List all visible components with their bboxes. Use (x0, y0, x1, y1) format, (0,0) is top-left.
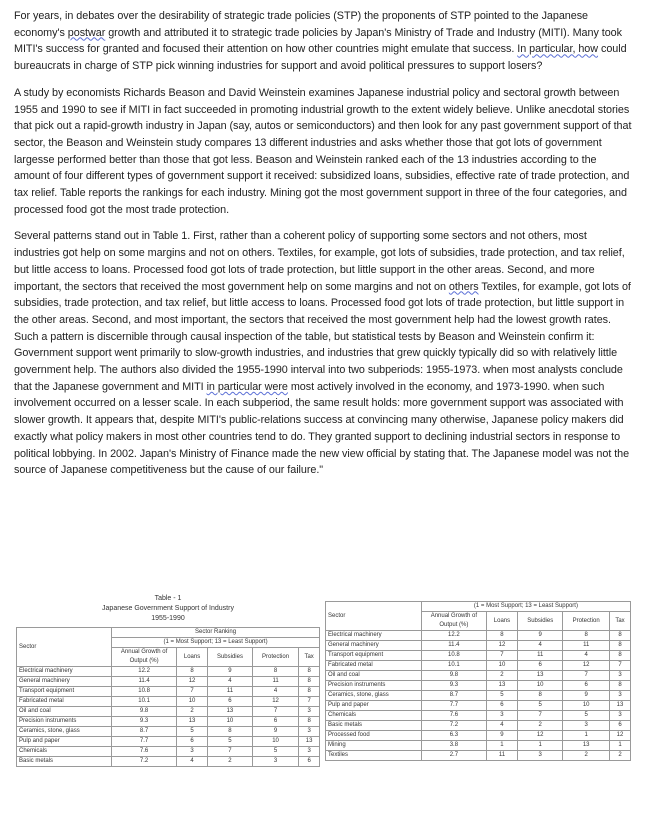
value-cell: 7.2 (112, 757, 177, 767)
t1-ranking-note: (1 = Most Support; 13 = Least Support) (112, 638, 320, 648)
value-cell: 2 (486, 671, 517, 681)
value-cell: 11.4 (112, 677, 177, 687)
value-cell: 12.2 (112, 667, 177, 677)
sector-cell: Precision instruments (326, 681, 422, 691)
value-cell: 13 (563, 741, 610, 751)
value-cell: 1 (518, 741, 563, 751)
value-cell: 8 (299, 667, 320, 677)
paragraph-1 (14, 8, 634, 75)
table-row (326, 681, 631, 691)
value-cell: 6 (299, 757, 320, 767)
p1-text-a: For years, in debates over the desirability of strategic trade policies (STP) the proponents of STP pointed to the Japanese economy's (14, 10, 589, 39)
value-cell: 7.7 (421, 701, 486, 711)
value-cell: 4 (563, 651, 610, 661)
value-cell: 10.8 (421, 651, 486, 661)
value-cell: 1 (486, 741, 517, 751)
value-cell: 4 (486, 721, 517, 731)
value-cell: 3 (486, 711, 517, 721)
table-1-years: 1955-1990 (151, 615, 185, 622)
value-cell: 7.7 (112, 737, 177, 747)
value-cell: 6 (208, 697, 253, 707)
value-cell: 5 (252, 747, 298, 757)
value-cell: 6.3 (421, 731, 486, 741)
value-cell: 3 (252, 757, 298, 767)
value-cell: 3.8 (421, 741, 486, 751)
value-cell: 8 (299, 677, 320, 687)
value-cell: 9.8 (112, 707, 177, 717)
table-1-title: Japanese Government Support of Industry (102, 605, 234, 612)
sector-cell: General machinery (17, 677, 112, 687)
value-cell: 4 (208, 677, 253, 687)
value-cell: 10 (486, 661, 517, 671)
value-cell: 9.3 (421, 681, 486, 691)
value-cell: 10 (252, 737, 298, 747)
table-row (17, 667, 320, 677)
value-cell: 8.7 (421, 691, 486, 701)
value-cell: 7.6 (421, 711, 486, 721)
value-cell: 8 (486, 631, 517, 641)
sector-cell: Basic metals (326, 721, 422, 731)
value-cell: 10.1 (112, 697, 177, 707)
value-cell: 9.3 (112, 717, 177, 727)
value-cell: 9 (518, 631, 563, 641)
table-row (326, 711, 631, 721)
value-cell: 1 (610, 741, 631, 751)
value-cell: 11.4 (421, 641, 486, 651)
table-row (17, 727, 320, 737)
table-row (326, 721, 631, 731)
value-cell: 12 (610, 731, 631, 741)
t2-sector-header: Sector (326, 602, 422, 631)
sector-cell: Processed food (326, 731, 422, 741)
table-row (326, 641, 631, 651)
p1-text-c: could bureaucrats in charge of STP pick winning industries for support and avoid political pressures to support losers? (14, 43, 627, 73)
table-1-caption: Table - 1 (154, 595, 182, 602)
t1-col-growth: Annual Growth of Output (%) (112, 648, 177, 667)
value-cell: 6 (518, 661, 563, 671)
value-cell: 7 (518, 711, 563, 721)
spellcheck-flag-in-particular[interactable]: In particular, how (517, 43, 599, 56)
value-cell: 11 (486, 751, 517, 761)
value-cell: 6 (486, 701, 517, 711)
value-cell: 9 (486, 731, 517, 741)
value-cell: 12.2 (421, 631, 486, 641)
value-cell: 3 (563, 721, 610, 731)
t1-ranking-header: Sector Ranking (112, 628, 320, 638)
value-cell: 12 (177, 677, 208, 687)
value-cell: 4 (177, 757, 208, 767)
value-cell: 12 (563, 661, 610, 671)
table-row (326, 661, 631, 671)
sector-cell: Pulp and paper (17, 737, 112, 747)
table-row (17, 677, 320, 687)
value-cell: 10 (563, 701, 610, 711)
value-cell: 8 (177, 667, 208, 677)
value-cell: 10.8 (112, 687, 177, 697)
t1-col-tax: Tax (299, 648, 320, 667)
value-cell: 11 (252, 677, 298, 687)
value-cell: 7 (177, 687, 208, 697)
value-cell: 6 (177, 737, 208, 747)
p3-text-b: Textiles, for example, got lots of subsidies, trade protection, and tax relief, but little access to loans. Processed food got lots of trade protection, but little support in the other areas. Second, and most important, the sectors that received the most government help had the lowest growth rates. Such a pattern is discernible through causal inspection of the table, but statistical tests by Beason and Weinstein confirm it: Government support went primarily to slow-growth industries, and industries that grew quickly typically did so with relatively little government help. The authors also divided the 1955-1990 interval into two subperiods: 1955-1973. when most analysts conclude that the Japanese government and MITI (14, 280, 631, 393)
table-row (17, 687, 320, 697)
value-cell: 12 (252, 697, 298, 707)
value-cell: 7 (563, 671, 610, 681)
spellcheck-flag-postwar[interactable]: postwar (67, 26, 106, 39)
value-cell: 10 (177, 697, 208, 707)
value-cell: 3 (299, 727, 320, 737)
sector-cell: Fabricated metal (17, 697, 112, 707)
value-cell: 11 (208, 687, 253, 697)
sector-cell: Precision instruments (17, 717, 112, 727)
spellcheck-flag-in-particular-were[interactable]: in particular were (206, 380, 288, 393)
table-row (326, 671, 631, 681)
value-cell: 5 (486, 691, 517, 701)
table-row (326, 741, 631, 751)
t2-col-growth: Annual Growth of Output (%) (421, 612, 486, 631)
t2-ranking-note: (1 = Most Support; 13 = Least Support) (421, 602, 630, 612)
value-cell: 2.7 (421, 751, 486, 761)
table-row (326, 651, 631, 661)
sector-cell: Chemicals (17, 747, 112, 757)
value-cell: 13 (486, 681, 517, 691)
value-cell: 9 (208, 667, 253, 677)
value-cell: 3 (518, 751, 563, 761)
table-row (326, 731, 631, 741)
table-row (17, 717, 320, 727)
value-cell: 3 (177, 747, 208, 757)
value-cell: 3 (610, 711, 631, 721)
t2-col-protection: Protection (563, 612, 610, 631)
sector-cell: Transport equipment (17, 687, 112, 697)
sector-cell: Oil and coal (326, 671, 422, 681)
t2-body (326, 631, 631, 761)
t1-body (17, 667, 320, 767)
value-cell: 2 (563, 751, 610, 761)
sector-cell: Electrical machinery (326, 631, 422, 641)
value-cell: 7.6 (112, 747, 177, 757)
value-cell: 7.2 (421, 721, 486, 731)
value-cell: 13 (208, 707, 253, 717)
sector-cell: Pulp and paper (326, 701, 422, 711)
value-cell: 4 (518, 641, 563, 651)
value-cell: 7 (252, 707, 298, 717)
table-row (17, 737, 320, 747)
t2-col-subsidies: Subsidies (518, 612, 563, 631)
table-row (326, 701, 631, 711)
value-cell: 9 (563, 691, 610, 701)
value-cell: 8 (563, 631, 610, 641)
sector-cell: Transport equipment (326, 651, 422, 661)
value-cell: 8 (610, 681, 631, 691)
value-cell: 5 (208, 737, 253, 747)
value-cell: 2 (177, 707, 208, 717)
value-cell: 12 (486, 641, 517, 651)
value-cell: 12 (518, 731, 563, 741)
sector-cell: Fabricated metal (326, 661, 422, 671)
sector-cell: Ceramics, stone, glass (17, 727, 112, 737)
value-cell: 8 (610, 631, 631, 641)
t1-col-loans: Loans (177, 648, 208, 667)
t2-col-tax: Tax (610, 612, 631, 631)
value-cell: 8.7 (112, 727, 177, 737)
value-cell: 8 (299, 717, 320, 727)
value-cell: 5 (518, 701, 563, 711)
value-cell: 7 (299, 697, 320, 707)
value-cell: 13 (177, 717, 208, 727)
value-cell: 13 (518, 671, 563, 681)
value-cell: 13 (299, 737, 320, 747)
value-cell: 2 (208, 757, 253, 767)
value-cell: 6 (252, 717, 298, 727)
value-cell: 3 (299, 747, 320, 757)
table-2-figure (325, 601, 631, 761)
spellcheck-flag-others[interactable]: others (448, 280, 479, 293)
value-cell: 5 (177, 727, 208, 737)
value-cell: 6 (610, 721, 631, 731)
value-cell: 1 (563, 731, 610, 741)
table-row (17, 707, 320, 717)
value-cell: 9 (252, 727, 298, 737)
sector-cell: General machinery (326, 641, 422, 651)
table-row (17, 757, 320, 767)
paragraph-3 (14, 228, 634, 479)
table-row (326, 631, 631, 641)
value-cell: 8 (610, 651, 631, 661)
value-cell: 10 (518, 681, 563, 691)
p1-text-b: growth and attributed it to strategic trade policies by Japan's Ministry of Trade and Industry (MITI). Many took MITI's success for granted and focused their attention on how other countries might emulate that success. (14, 26, 622, 56)
sector-cell: Chemicals (326, 711, 422, 721)
value-cell: 3 (299, 707, 320, 717)
value-cell: 8 (299, 687, 320, 697)
value-cell: 7 (610, 661, 631, 671)
p3-text-c: most actively involved in the economy, and 1973-1990. when such involvement occurred on a lesser scale. In each subperiod, the same result holds: more government support was associated with slower growth. It appears that, despite MITI's public-relations success at convincing many otherwise, Japanese policy makers did exactly what policy makers in most other countries tend to do. They granted support to declining industrial sectors in response to political lobbying. In 2002. Japan's Ministry of Finance made the new view official by stating that. The Japanese model was not the source of Japanese competitiveness but the cause of our failure." (14, 380, 630, 477)
value-cell: 4 (252, 687, 298, 697)
sector-cell: Electrical machinery (17, 667, 112, 677)
table-1 (16, 627, 320, 767)
value-cell: 3 (610, 691, 631, 701)
value-cell: 8 (252, 667, 298, 677)
value-cell: 7 (486, 651, 517, 661)
value-cell: 8 (518, 691, 563, 701)
t1-col-subsidies: Subsidies (208, 648, 253, 667)
sector-cell: Textiles (326, 751, 422, 761)
value-cell: 11 (563, 641, 610, 651)
table-2 (325, 601, 631, 761)
table-1-figure (16, 594, 320, 767)
paragraph-2: A study by economists Richards Beason and David Weinstein examines Japanese industrial policy and sectoral growth between 1955 and 1990 to see if MITI in fact succeeded in promoting industrial growth to the extent widely believe. Unlike anecdotal stories that pick out a rapid-growth industry in Japan (say, autos or semiconductors) and then look for any past government support of that sector, the Beason and Weinstein study compares 13 different industries and asks whether those that got lots of government largesse performed better than those that got less. Beason and Weinstein ranked each of the 13 industries according to the amount of four different types of government support it received: subsidized loans, subsidies, effective rate of trade protection, and tax relief. Table reports the rankings for each industry. Mining got the most government support in three of the four categories, and processed food got the most trade protection. (14, 86, 632, 216)
value-cell: 13 (610, 701, 631, 711)
p3-text-a: Several patterns stand out in Table 1. First, rather than a coherent policy of supporting some sectors and not others, most industries got help on some margins and not on others. Textiles, for example, got lots of subsidies, trade protection, and tax relief, but little access to loans. Processed food got lots of trade protection, but little support in the other areas. Second, and more important, the sectors that received the most government help on some margins and not on (14, 230, 625, 293)
value-cell: 8 (208, 727, 253, 737)
sector-cell: Mining (326, 741, 422, 751)
value-cell: 7 (208, 747, 253, 757)
article-body (14, 8, 634, 489)
t1-col-protection: Protection (252, 648, 298, 667)
value-cell: 2 (518, 721, 563, 731)
value-cell: 10.1 (421, 661, 486, 671)
table-row (17, 697, 320, 707)
value-cell: 10 (208, 717, 253, 727)
table-row (326, 751, 631, 761)
value-cell: 3 (610, 671, 631, 681)
sector-cell: Oil and coal (17, 707, 112, 717)
table-row (326, 691, 631, 701)
value-cell: 2 (610, 751, 631, 761)
sector-cell: Basic metals (17, 757, 112, 767)
t2-col-loans: Loans (486, 612, 517, 631)
value-cell: 6 (563, 681, 610, 691)
value-cell: 9.8 (421, 671, 486, 681)
value-cell: 5 (563, 711, 610, 721)
t1-sector-header: Sector (17, 628, 112, 667)
value-cell: 11 (518, 651, 563, 661)
value-cell: 8 (610, 641, 631, 651)
table-row (17, 747, 320, 757)
sector-cell: Ceramics, stone, glass (326, 691, 422, 701)
